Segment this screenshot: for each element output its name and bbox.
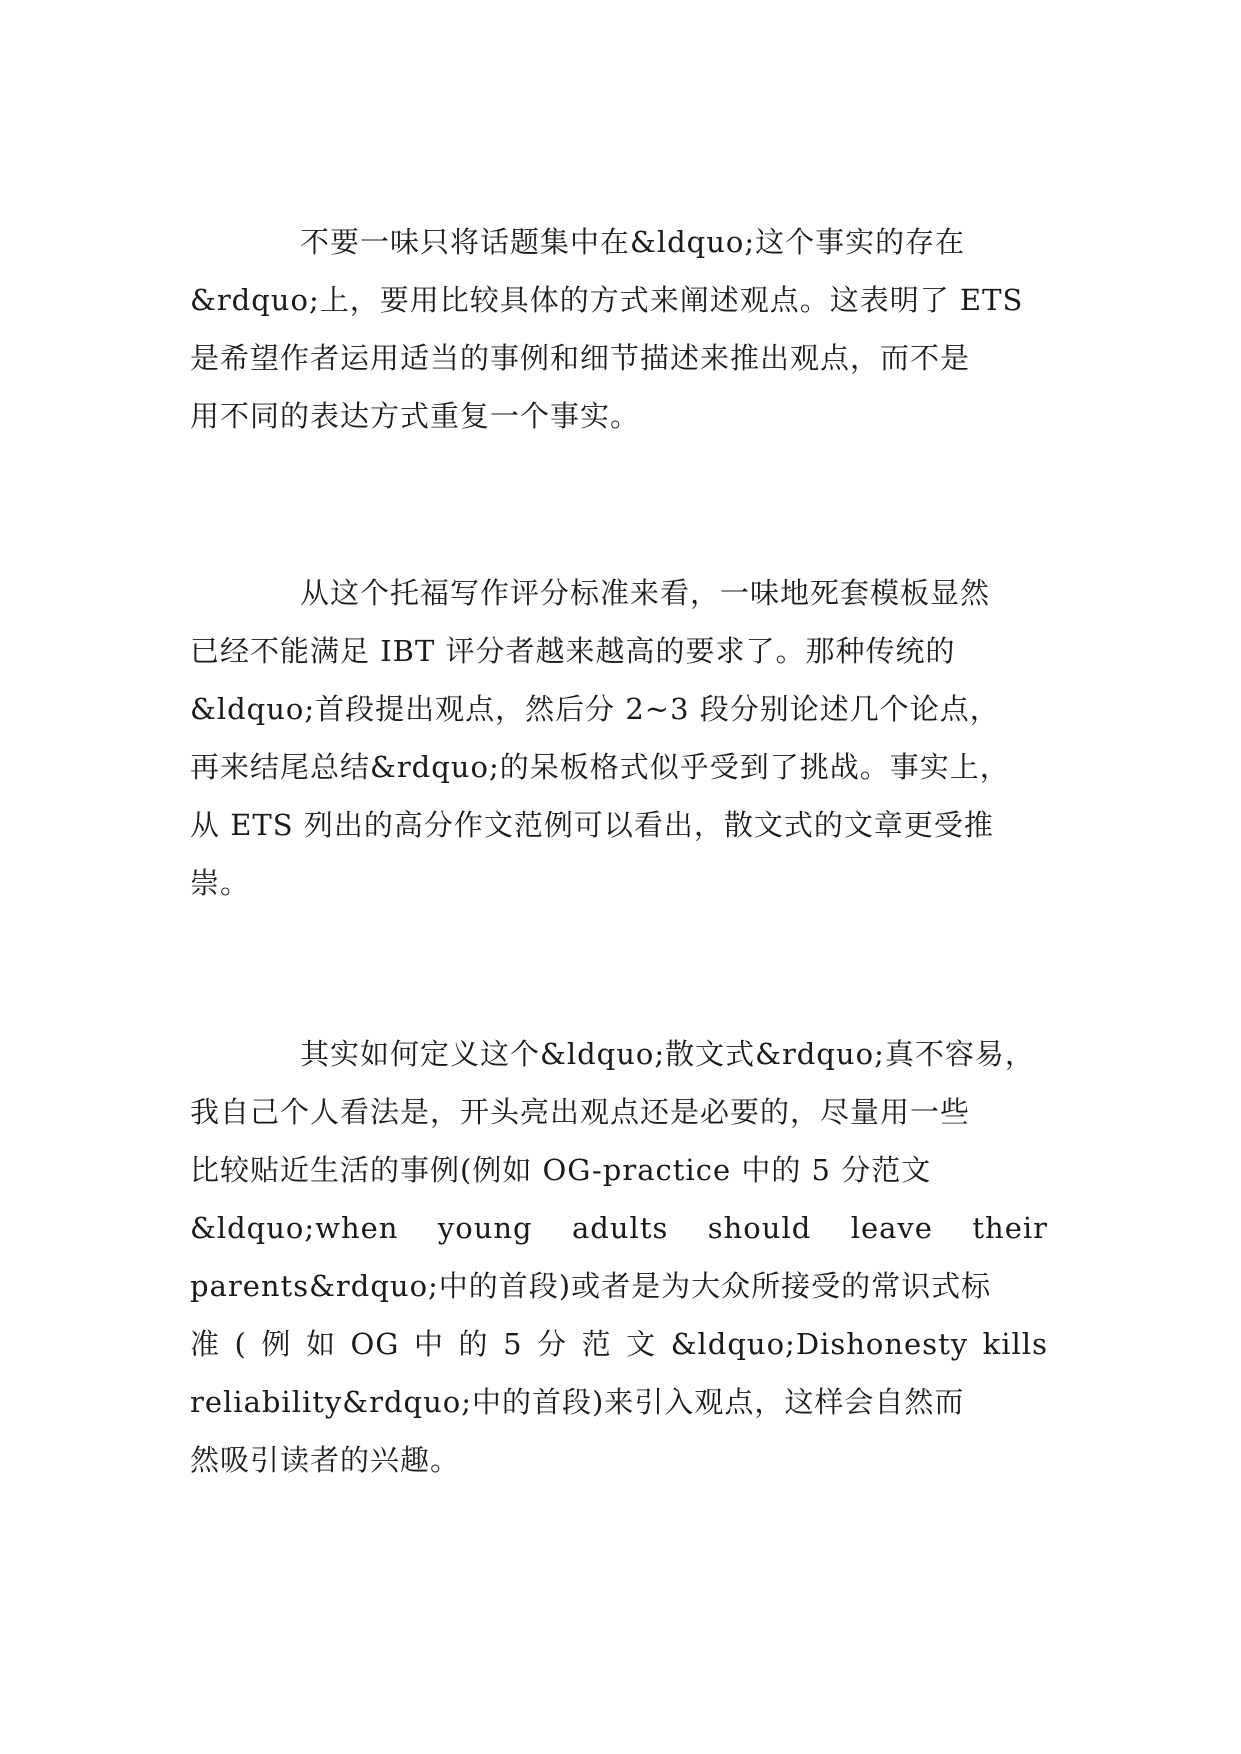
paragraph-2 (190, 564, 1048, 912)
paragraph-line-justified (190, 1315, 1048, 1373)
paragraph-line: &rdquo;上，要用比较具体的方式来阐述观点。这表明了 ETS (190, 283, 1024, 317)
word: adults (572, 1211, 669, 1245)
word: 中 (413, 1327, 444, 1361)
word: ( (234, 1327, 247, 1361)
paragraph-line: 从 ETS 列出的高分作文范例可以看出，散文式的文章更受推 (190, 808, 994, 842)
paragraph-line: 然吸引读者的兴趣。 (190, 1443, 461, 1477)
paragraph-line: 已经不能满足 IBT 评分者越来越高的要求了。那种传统的 (190, 634, 956, 668)
word: &ldquo;when (190, 1211, 399, 1245)
word: 例 (261, 1327, 292, 1361)
word: 准 (190, 1327, 221, 1361)
paragraph-line: 再来结尾总结&rdquo;的呆板格式似乎受到了挑战。事实上， (190, 750, 1010, 784)
word: 5 (503, 1327, 523, 1361)
paragraph-3 (190, 1025, 1048, 1489)
paragraph-line: 用不同的表达方式重复一个事实。 (190, 399, 641, 433)
paragraph-line: &ldquo;首段提出观点，然后分 2~3 段分别论述几个论点， (190, 692, 1000, 726)
paragraph-line-justified (190, 1199, 1048, 1257)
word: kills (982, 1327, 1048, 1361)
word: 的 (458, 1327, 489, 1361)
paragraph-line: parents&rdquo;中的首段)或者是为大众所接受的常识式标 (190, 1269, 992, 1303)
paragraph-line: 其实如何定义这个&ldquo;散文式&rdquo;真不容易， (300, 1037, 1035, 1071)
word: their (972, 1211, 1048, 1245)
paragraph-line: 从这个托福写作评分标准来看，一味地死套模板显然 (300, 576, 991, 610)
word: young (437, 1211, 533, 1245)
word: 范 (581, 1327, 612, 1361)
word: &ldquo;Dishonesty (670, 1327, 969, 1361)
paragraph-line: 比较贴近生活的事例(例如 OG-practice 中的 5 分范文 (190, 1153, 932, 1187)
paragraph-line: reliability&rdquo;中的首段)来引入观点，这样会自然而 (190, 1385, 965, 1419)
paragraph-line: 是希望作者运用适当的事例和细节描述来推出观点，而不是 (190, 341, 971, 375)
word: should (707, 1211, 812, 1245)
paragraph-line: 我自己个人看法是，开头亮出观点还是必要的，尽量用一些 (190, 1095, 971, 1129)
word: OG (350, 1327, 400, 1361)
paragraph-line: 崇。 (190, 866, 251, 900)
word: 文 (626, 1327, 657, 1361)
word: leave (850, 1211, 933, 1245)
paragraph-line: 不要一味只将话题集中在&ldquo;这个事实的存在 (300, 225, 966, 259)
word: 如 (305, 1327, 336, 1361)
word: 分 (537, 1327, 568, 1361)
paragraph-1 (190, 213, 1048, 445)
